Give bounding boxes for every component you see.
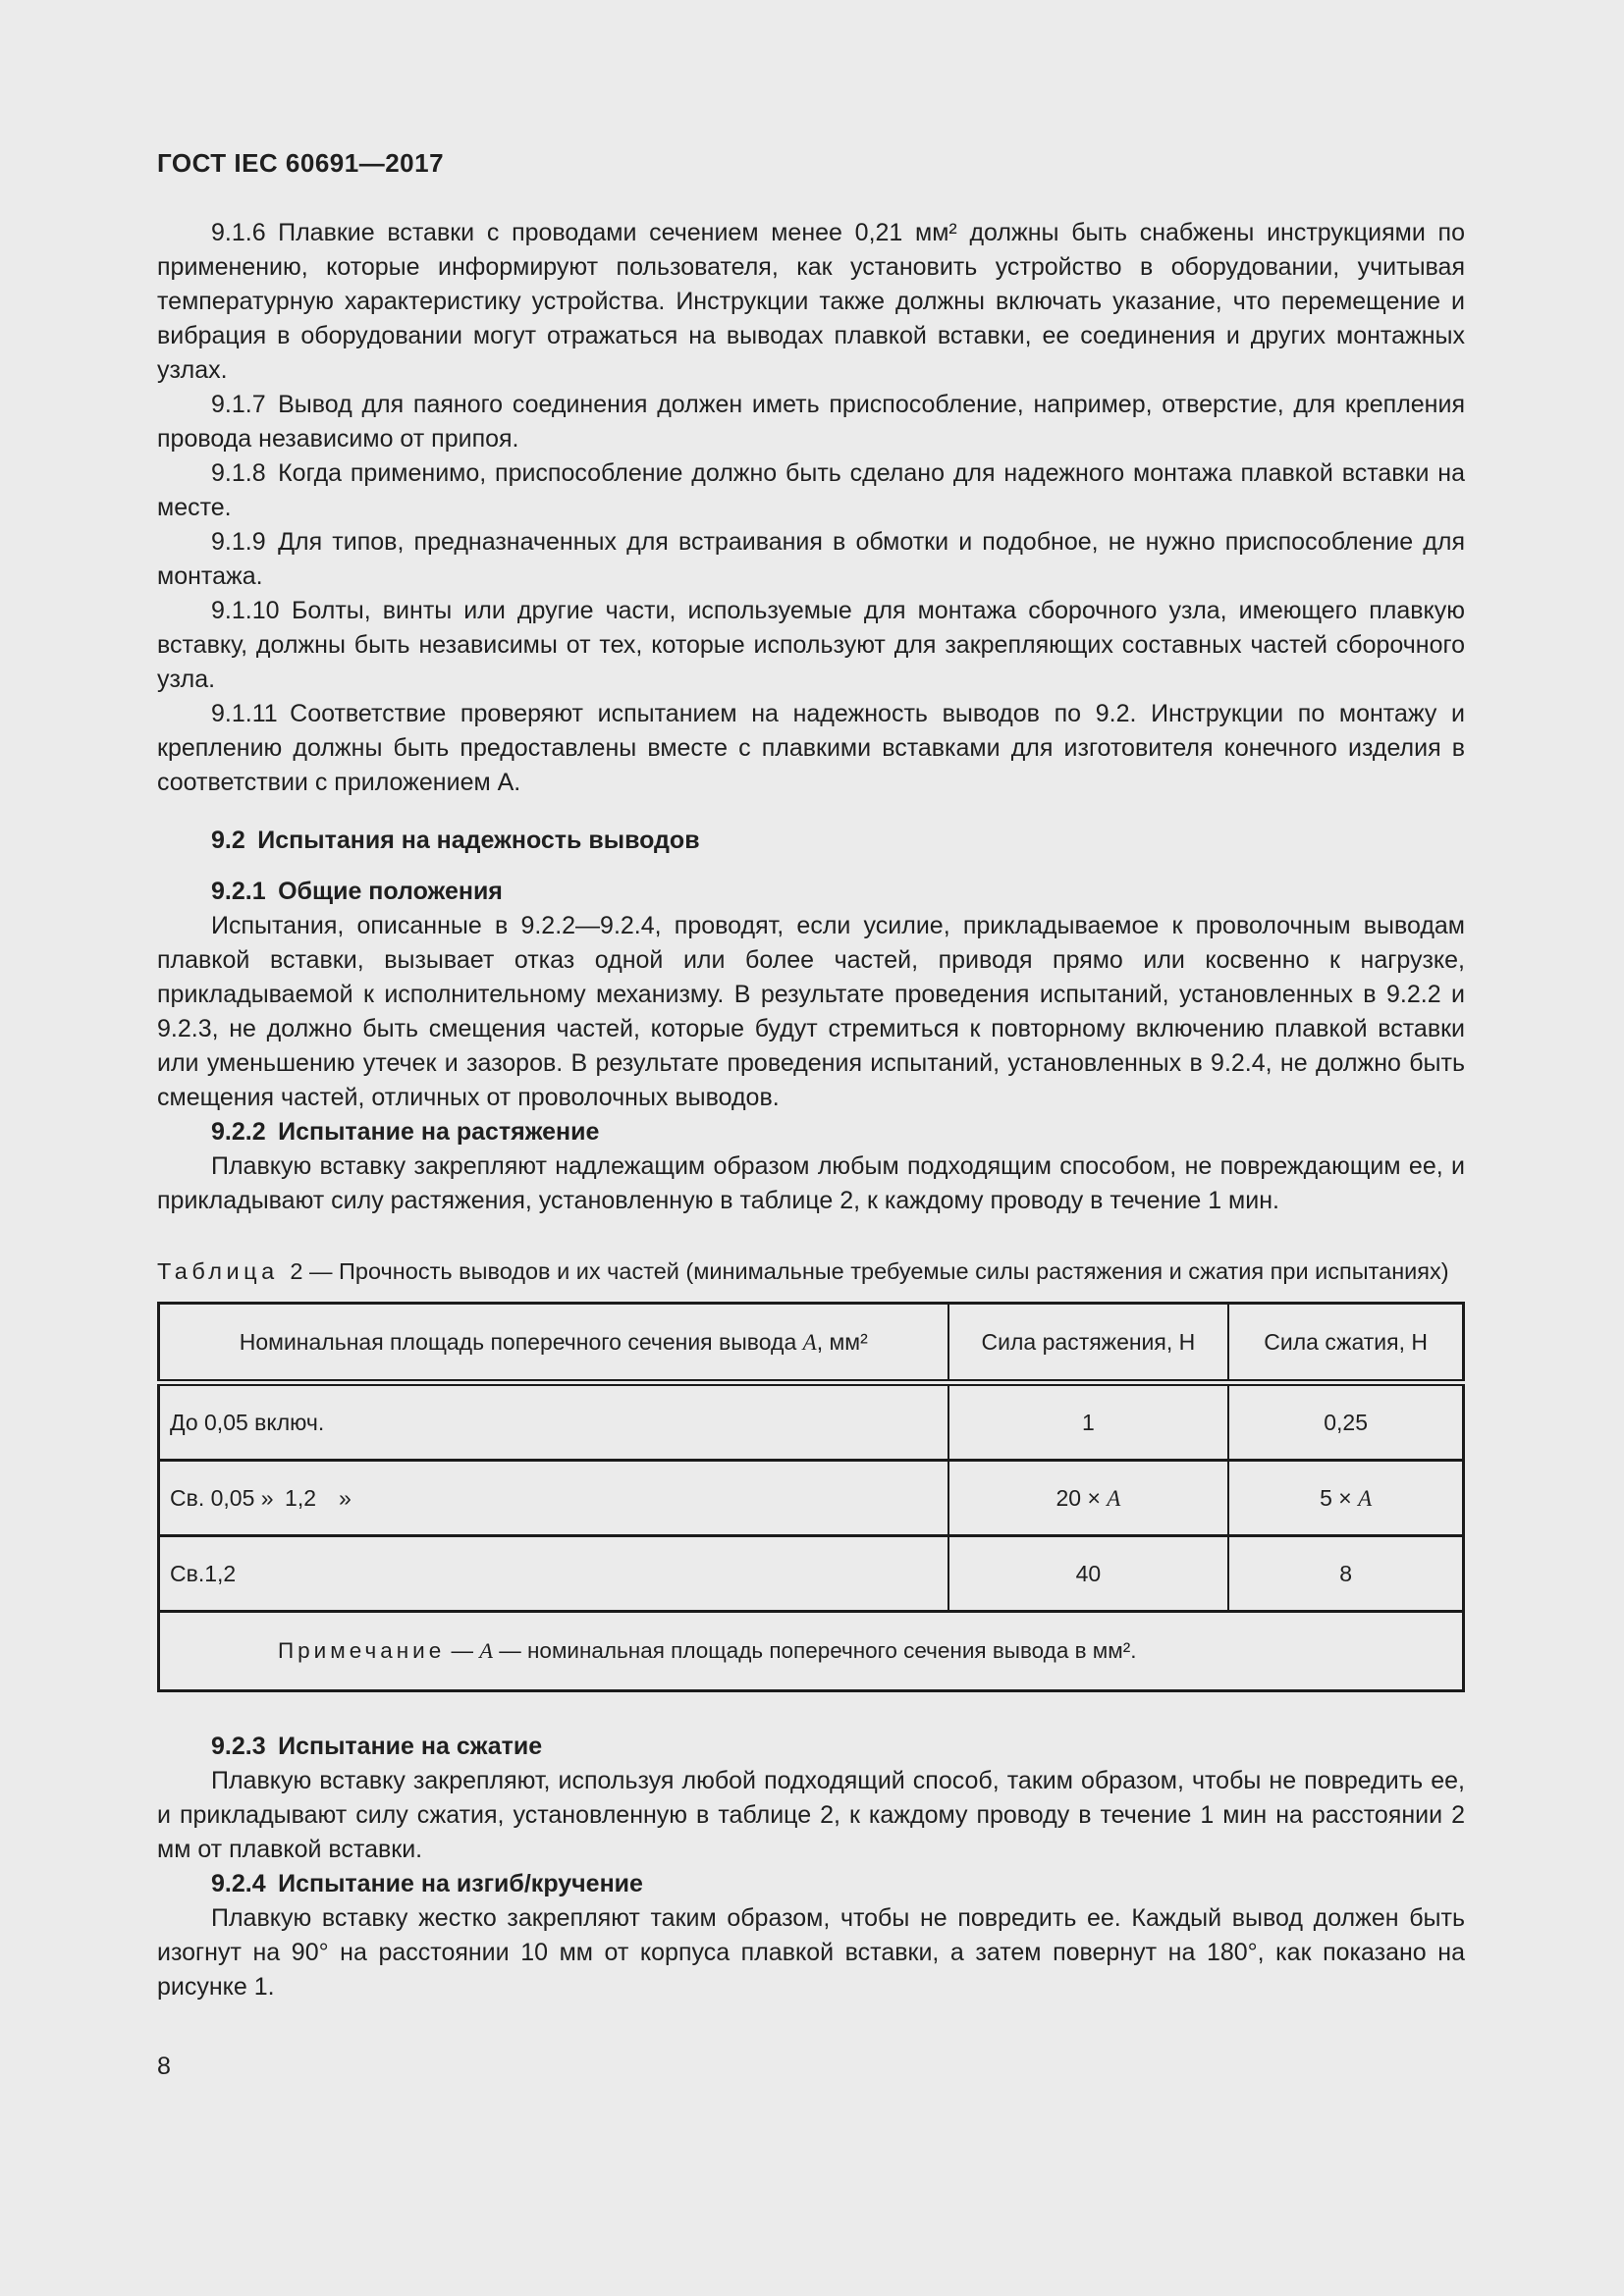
table-caption-label: Таблица: [157, 1258, 279, 1284]
table-row-2: [159, 1461, 1464, 1536]
table-row-1: [159, 1383, 1464, 1461]
clause-9-2-4-text: Плавкую вставку жестко закрепляют таким образом, чтобы не повредить ее. Каждый вывод должен быть изогнут на 90° на расстоянии 10 мм от корпуса плавкой вставки, а затем повернут на 180°, как показано на рисунке 1.: [157, 1904, 1465, 2001]
cell-compression-2-variable: А: [1358, 1485, 1373, 1511]
clause-9-2-1-text: Испытания, описанные в 9.2.2—9.2.4, проводят, если усилие, прикладываемое к проволочным выводам плавкой вставки, вызывает отказ одной или более частей, приводя прямо или косвенно к нагрузке, прикладываемой к исполнительному механизму. В результате проведения испытаний, установленных в 9.2.2 и 9.2.3, не должно быть смещения частей, которые будут стремиться к повторному включению плавкой вставки или уменьшению утечек и зазоров. В результате проведения испытаний, установленных в 9.2.4, не должно быть смещения частей, отличных от проволочных выводов.: [157, 912, 1465, 1111]
cell-tension-3: [948, 1536, 1229, 1612]
clause-9-2-3-text: Плавкую вставку закрепляют, используя любой подходящий способ, таким образом, чтобы не повредить ее, и прикладывают силу сжатия, установленную в таблице 2, к каждому проводу в течение 1 мин на расстоянии 2 мм от плавкой вставки.: [157, 1767, 1465, 1863]
column-header-area-unit: , мм²: [816, 1328, 868, 1355]
column-header-area-variable: А: [802, 1329, 817, 1355]
clause-9-2-1-heading: 9.2.1 Общие положения: [211, 878, 503, 905]
table-note-dash: —: [445, 1638, 480, 1663]
column-header-area-text: Номинальная площадь поперечного сечения вывода: [239, 1328, 803, 1355]
clause-9-1-6: 9.1.6 Плавкие вставки с проводами сечением менее 0,21 мм² должны быть снабжены инструкциями по применению, которые информируют пользователя, как установить устройство в оборудовании, учитывая температурную характеристику устройства. Инструкции также должны включать указание, что перемещение и вибрация в оборудовании могут отражаться на выводах плавкой вставки, ее соединения и других монтажных узлах.: [157, 219, 1465, 384]
cell-tension-1: [948, 1383, 1229, 1461]
cell-tension-3-value: 40: [1075, 1560, 1102, 1586]
cell-tension-1-value: 1: [1082, 1409, 1095, 1435]
cell-area-range-1: До 0,05 включ.: [159, 1383, 948, 1461]
cell-tension-2-variable: А: [1107, 1485, 1121, 1511]
table-2: [157, 1302, 1465, 1692]
clause-9-1-11: 9.1.11 Соответствие проверяют испытанием на надежность выводов по 9.2. Инструкции по монтажу и креплению должны быть предоставлены вместе с плавкими вставками для изготовителя конечного изделия в соответствии с приложением А.: [157, 700, 1465, 796]
clause-9-1-9: 9.1.9 Для типов, предназначенных для встраивания в обмотки и подобное, не нужно приспособление для монтажа.: [157, 528, 1465, 590]
table-2-header-row: [159, 1304, 1464, 1383]
clause-9-2-4-heading: 9.2.4 Испытание на изгиб/кручение: [211, 1870, 643, 1897]
table-note: [159, 1612, 1464, 1691]
cell-area-range-3: Св.1,2: [159, 1536, 948, 1612]
clause-9-1-10: 9.1.10 Болты, винты или другие части, используемые для монтажа сборочного узла, имеющего плавкую вставку, должны быть независимы от тех, которые используют для закрепляющих составных частей сборочного узла.: [157, 597, 1465, 693]
cell-area-range-2: Св. 0,05 » 1,2 »: [159, 1461, 948, 1536]
column-header-tension: Сила растяжения, Н: [948, 1304, 1229, 1383]
standard-designation: ГОСТ IEC 60691—2017: [157, 148, 445, 178]
table-caption-text: 2 — Прочность выводов и их частей (минимальные требуемые силы растяжения и сжатия при испытаниях): [278, 1258, 1449, 1284]
cell-compression-3: [1228, 1536, 1463, 1612]
cell-compression-2: [1228, 1461, 1463, 1536]
table-2-caption: [157, 1255, 1465, 1288]
cell-compression-2-value: 5 ×: [1320, 1484, 1359, 1511]
page-number: 8: [157, 2053, 171, 2080]
document-body: [157, 216, 1465, 2004]
cell-compression-1-value: 0,25: [1324, 1409, 1369, 1435]
table-note-row: [159, 1612, 1464, 1691]
clause-9-2-3-heading: 9.2.3 Испытание на сжатие: [211, 1733, 543, 1760]
cell-compression-1: [1228, 1383, 1463, 1461]
cell-tension-2-value: 20 ×: [1056, 1484, 1108, 1511]
clause-9-1-8: 9.1.8 Когда применимо, приспособление должно быть сделано для надежного монтажа плавкой вставки на месте.: [157, 459, 1465, 521]
table-row-3: [159, 1536, 1464, 1612]
page-header: [157, 147, 1465, 179]
clause-9-2-2-text: Плавкую вставку закрепляют надлежащим образом любым подходящим способом, не повреждающим ее, и прикладывают силу растяжения, установленную в таблице 2, к каждому проводу в течение 1 мин.: [157, 1152, 1465, 1214]
table-note-label: Примечание: [278, 1638, 446, 1663]
cell-tension-2: [948, 1461, 1229, 1536]
clause-9-2-heading: 9.2 Испытания на надежность выводов: [211, 827, 700, 854]
clause-9-1-7: 9.1.7 Вывод для паяного соединения должен иметь приспособление, например, отверстие, для крепления провода независимо от припоя.: [157, 391, 1465, 453]
column-header-compression: Сила сжатия, Н: [1228, 1304, 1463, 1383]
table-note-variable: А: [479, 1638, 493, 1663]
column-header-area: [159, 1304, 948, 1383]
cell-compression-3-value: 8: [1339, 1560, 1353, 1586]
clause-9-2-2-heading: 9.2.2 Испытание на растяжение: [211, 1118, 600, 1146]
table-note-text: — номинальная площадь поперечного сечения вывода в мм².: [493, 1638, 1137, 1663]
